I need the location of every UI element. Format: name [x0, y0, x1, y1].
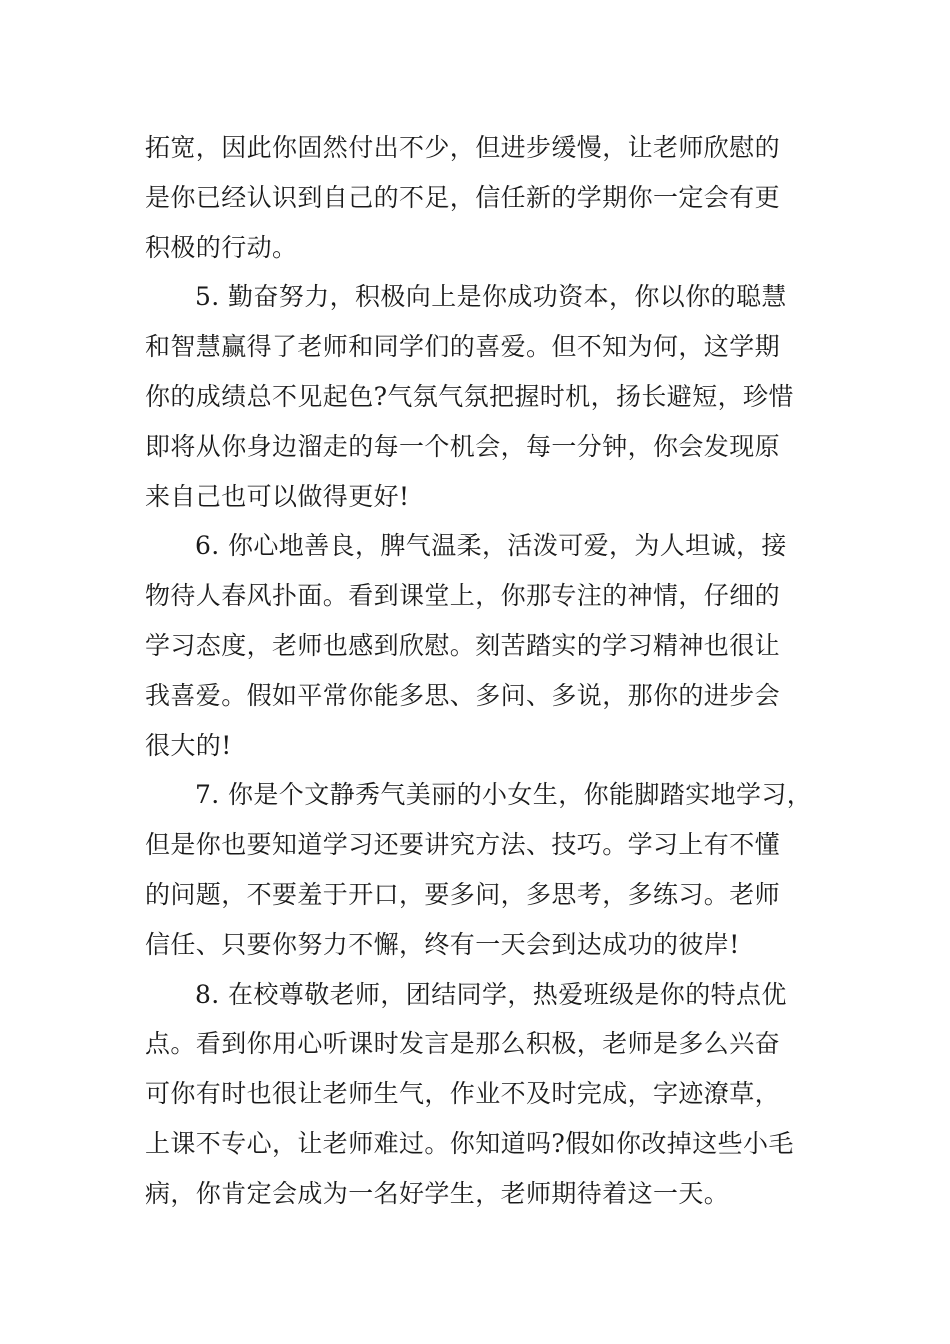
text-line: 你的成绩总不见起色?气氛气氛把握时机，扬长避短，珍惜: [145, 381, 794, 411]
text-line: 可你有时也很让老师生气，作业不及时完成，字迹潦草，: [145, 1079, 781, 1109]
paragraph-number: 7.: [195, 780, 220, 810]
text-line: 是你已经认识到自己的不足，信任新的学期你一定会有更: [145, 182, 781, 212]
text-line: 点。看到你用心听课时发言是那么积极，老师是多么兴奋: [145, 1029, 781, 1059]
text-line-content: 在校尊敬老师，团结同学，热爱班级是你的特点优: [219, 979, 787, 1009]
text-line: 很大的!: [145, 730, 232, 760]
text-line: 病，你肯定会成为一名好学生，老师期待着这一天。: [145, 1178, 730, 1208]
text-line: 的问题，不要羞于开口，要多问，多思考，多练习。老师: [145, 879, 781, 909]
paragraph-number: 8.: [195, 979, 220, 1009]
text-line: 和智慧赢得了老师和同学们的喜爱。但不知为何，这学期: [145, 332, 781, 362]
text-line: [145, 770, 835, 820]
paragraph-5: [145, 272, 835, 521]
paragraph-number: 5.: [195, 282, 220, 312]
text-line: 拓宽，因此你固然付出不少，但进步缓慢，让老师欣慰的: [145, 133, 781, 162]
paragraph-continued: [145, 123, 835, 272]
text-line: 我喜爱。假如平常你能多思、多问、多说，那你的进步会: [145, 680, 781, 710]
text-line-content: 勤奋努力，积极向上是你成功资本，你以你的聪慧: [219, 282, 787, 312]
paragraph-number: 6.: [195, 531, 220, 561]
text-line: 来自己也可以做得更好!: [145, 481, 410, 511]
text-line: [145, 521, 835, 571]
document-body: [145, 123, 835, 1219]
text-line-content: 你心地善良，脾气温柔，活泼可爱，为人坦诚，接: [219, 531, 787, 561]
text-line: 但是你也要知道学习还要讲究方法、技巧。学习上有不懂: [145, 830, 781, 860]
text-line-content: 你是个文静秀气美丽的小女生，你能脚踏实地学习，: [219, 780, 813, 810]
paragraph-6: [145, 521, 835, 770]
paragraph-8: [145, 970, 835, 1219]
text-line: 上课不专心，让老师难过。你知道吗?假如你改掉这些小毛: [145, 1128, 794, 1158]
text-line: [145, 970, 835, 1020]
text-line: 学习态度，老师也感到欣慰。刻苦踏实的学习精神也很让: [145, 630, 781, 660]
paragraph-7: [145, 770, 835, 969]
text-line: 物待人春风扑面。看到课堂上，你那专注的神情，仔细的: [145, 581, 781, 611]
text-line: 即将从你身边溜走的每一个机会，每一分钟，你会发现原: [145, 431, 781, 461]
text-line: [145, 272, 835, 322]
text-line: 信任、只要你努力不懈，终有一天会到达成功的彼岸!: [145, 929, 740, 959]
text-line: 积极的行动。: [145, 232, 298, 262]
